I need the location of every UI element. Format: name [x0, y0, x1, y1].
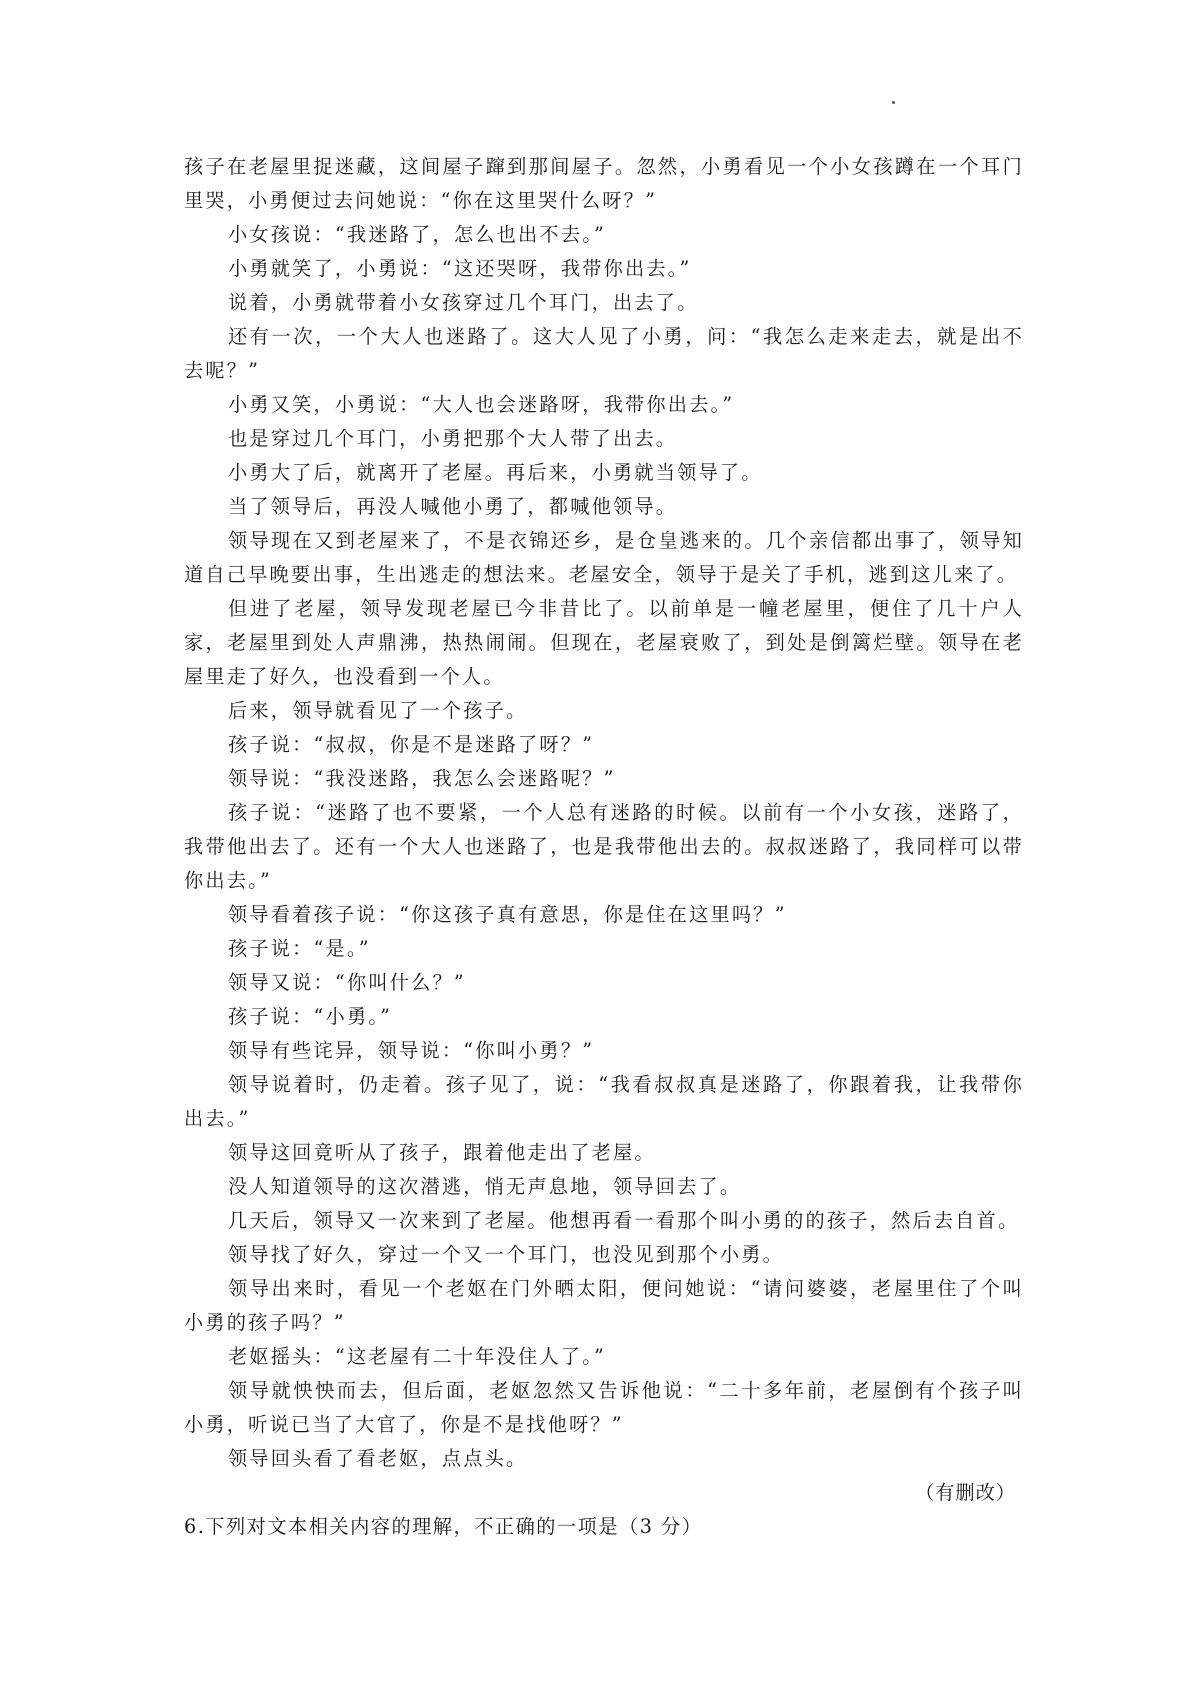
paragraph: 孩子说：“是。” — [228, 937, 371, 960]
paragraph: 小女孩说：“我迷路了，怎么也出不去。” — [228, 223, 607, 246]
paragraph: 后来，领导就看见了一个孩子。 — [228, 699, 528, 722]
source-attribution: （有删改） — [915, 1481, 1016, 1504]
paragraph: 领导有些诧异，领导说：“你叫小勇？” — [228, 1039, 595, 1062]
paragraph: 小勇大了后，就离开了老屋。再后来，小勇就当领导了。 — [228, 461, 763, 484]
paragraph: 但进了老屋，领导发现老屋已今非昔比了。以前单是一幢老屋里，便住了几十户人家，老屋里到处人声鼎沸，热热闹闹。但现在，老屋衰败了，到处是倒篱烂壁。领导在老屋里走了好久，也没看到一个人。 — [184, 597, 1024, 688]
paragraph: 孩子说：“小勇。” — [228, 1005, 393, 1028]
paragraph: 也是穿过几个耳门，小勇把那个大人带了出去。 — [228, 427, 678, 450]
paragraph: 领导说着时，仍走着。孩子见了，说：“我看叔叔真是迷路了，你跟着我，让我带你出去。” — [184, 1073, 1024, 1130]
paragraph: 孩子在老屋里捉迷藏，这间屋子蹿到那间屋子。忽然，小勇看见一个小女孩蹲在一个耳门里哭，小勇便过去问她说：“你在这里哭什么呀？” — [184, 155, 1024, 212]
question-6: 6.下列对文本相关内容的理解，不正确的一项是（3 分） — [184, 1515, 703, 1538]
paragraph: 说着，小勇就带着小女孩穿过几个耳门，出去了。 — [228, 291, 699, 314]
paragraph: 小勇又笑，小勇说：“大人也会迷路呀，我带你出去。” — [228, 393, 735, 416]
story-text — [184, 150, 1024, 1544]
paragraph: 当了领导后，再没人喊他小勇了，都喊他领导。 — [228, 495, 678, 518]
paragraph: 没人知道领导的这次潜逃，悄无声息地，领导回去了。 — [228, 1175, 742, 1198]
paragraph: 小勇就笑了，小勇说：“这还哭呀，我带你出去。” — [228, 257, 692, 280]
paragraph: 几天后，领导又一次来到了老屋。他想再看一看那个叫小勇的的孩子，然后去自首。 — [228, 1209, 1020, 1232]
stray-dot — [892, 101, 895, 104]
paragraph: 孩子说：“迷路了也不要紧，一个人总有迷路的时候。以前有一个小女孩，迷路了，我带他出去了。还有一个大人也迷路了，也是我带他出去的。叔叔迷路了，我同样可以带你出去。” — [184, 801, 1024, 892]
paragraph: 领导出来时，看见一个老妪在门外晒太阳，便问她说：“请问婆婆，老屋里住了个叫小勇的孩子吗？” — [184, 1277, 1024, 1334]
paragraph: 孩子说：“叔叔，你是不是迷路了呀？” — [228, 733, 595, 756]
paragraph: 领导现在又到老屋来了，不是衣锦还乡，是仓皇逃来的。几个亲信都出事了，领导知道自己早晚要出事，生出逃走的想法来。老屋安全，领导于是关了手机，逃到这儿来了。 — [184, 529, 1024, 586]
paragraph: 领导找了好久，穿过一个又一个耳门，也没见到那个小勇。 — [228, 1243, 785, 1266]
paragraph: 领导又说：“你叫什么？” — [228, 971, 466, 994]
paragraph: 领导看着孩子说：“你这孩子真有意思，你是住在这里吗？” — [228, 903, 787, 926]
paragraph: 领导就怏怏而去，但后面，老妪忽然又告诉他说：“二十多年前，老屋倒有个孩子叫小勇，听说已当了大官了，你是不是找他呀？” — [184, 1379, 1024, 1436]
paragraph: 领导说：“我没迷路，我怎么会迷路呢？” — [228, 767, 616, 790]
paragraph: 领导这回竟听从了孩子，跟着他走出了老屋。 — [228, 1141, 656, 1164]
paragraph: 领导回头看了看老妪，点点头。 — [228, 1447, 528, 1470]
paragraph: 还有一次，一个大人也迷路了。这大人见了小勇，问：“我怎么走来走去，就是出不去呢？” — [184, 325, 1024, 382]
paragraph: 老妪摇头：“这老屋有二十年没住人了。” — [228, 1345, 607, 1368]
